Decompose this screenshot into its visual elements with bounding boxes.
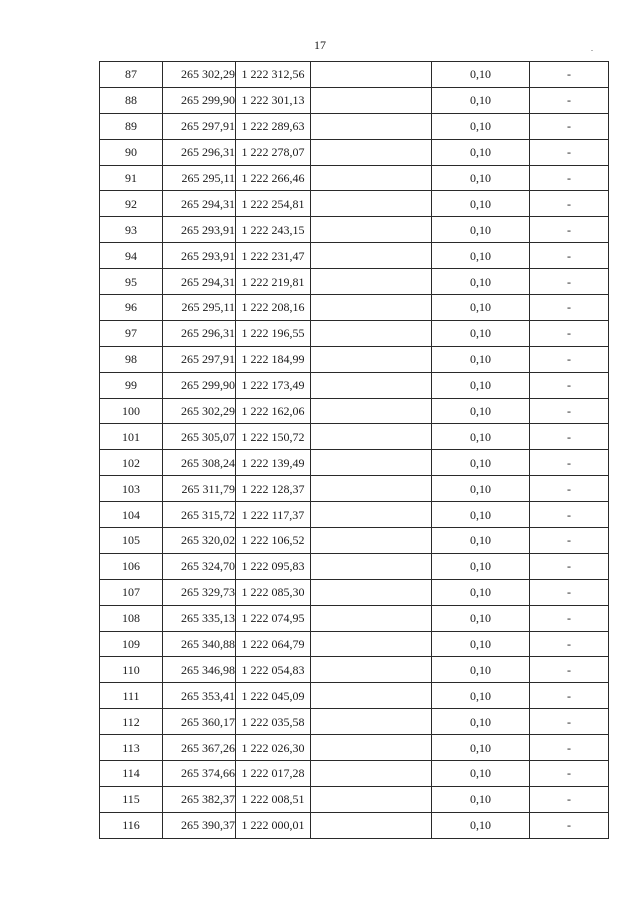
point-number-cell: 112: [100, 709, 163, 735]
table-row: [100, 269, 609, 295]
y-coordinate-cell: 1 222 150,72: [236, 424, 311, 450]
y-coordinate-cell: 1 222 162,06: [236, 398, 311, 424]
accuracy-cell: 0,10: [432, 398, 530, 424]
empty-cell: [311, 761, 432, 787]
point-number-cell: 90: [100, 139, 163, 165]
empty-cell: [311, 165, 432, 191]
table-row: [100, 476, 609, 502]
accuracy-cell: 0,10: [432, 269, 530, 295]
note-cell: -: [530, 528, 609, 554]
x-coordinate-cell: 265 390,37: [163, 812, 236, 838]
note-cell: -: [530, 217, 609, 243]
empty-cell: [311, 812, 432, 838]
note-cell: -: [530, 709, 609, 735]
accuracy-cell: 0,10: [432, 579, 530, 605]
empty-cell: [311, 424, 432, 450]
note-cell: -: [530, 605, 609, 631]
accuracy-cell: 0,10: [432, 450, 530, 476]
note-cell: -: [530, 657, 609, 683]
y-coordinate-cell: 1 222 278,07: [236, 139, 311, 165]
y-coordinate-cell: 1 222 139,49: [236, 450, 311, 476]
empty-cell: [311, 191, 432, 217]
point-number-cell: 106: [100, 553, 163, 579]
y-coordinate-cell: 1 222 266,46: [236, 165, 311, 191]
empty-cell: [311, 502, 432, 528]
table-row: [100, 735, 609, 761]
y-coordinate-cell: 1 222 054,83: [236, 657, 311, 683]
point-number-cell: 102: [100, 450, 163, 476]
empty-cell: [311, 683, 432, 709]
note-cell: -: [530, 786, 609, 812]
empty-cell: [311, 476, 432, 502]
scan-speck: [591, 50, 593, 51]
note-cell: -: [530, 320, 609, 346]
accuracy-cell: 0,10: [432, 113, 530, 139]
y-coordinate-cell: 1 222 196,55: [236, 320, 311, 346]
x-coordinate-cell: 265 295,11: [163, 295, 236, 321]
note-cell: -: [530, 191, 609, 217]
table-row: [100, 320, 609, 346]
note-cell: -: [530, 165, 609, 191]
empty-cell: [311, 631, 432, 657]
y-coordinate-cell: 1 222 106,52: [236, 528, 311, 554]
y-coordinate-cell: 1 222 026,30: [236, 735, 311, 761]
x-coordinate-cell: 265 367,26: [163, 735, 236, 761]
note-cell: -: [530, 87, 609, 113]
table-row: [100, 139, 609, 165]
table-row: [100, 683, 609, 709]
note-cell: -: [530, 243, 609, 269]
accuracy-cell: 0,10: [432, 243, 530, 269]
y-coordinate-cell: 1 222 128,37: [236, 476, 311, 502]
table-row: [100, 295, 609, 321]
accuracy-cell: 0,10: [432, 87, 530, 113]
accuracy-cell: 0,10: [432, 709, 530, 735]
empty-cell: [311, 657, 432, 683]
y-coordinate-cell: 1 222 117,37: [236, 502, 311, 528]
table-row: [100, 579, 609, 605]
accuracy-cell: 0,10: [432, 528, 530, 554]
accuracy-cell: 0,10: [432, 502, 530, 528]
table-row: [100, 502, 609, 528]
point-number-cell: 108: [100, 605, 163, 631]
accuracy-cell: 0,10: [432, 320, 530, 346]
x-coordinate-cell: 265 305,07: [163, 424, 236, 450]
y-coordinate-cell: 1 222 289,63: [236, 113, 311, 139]
accuracy-cell: 0,10: [432, 735, 530, 761]
empty-cell: [311, 243, 432, 269]
table-row: [100, 657, 609, 683]
table-row: [100, 761, 609, 787]
x-coordinate-cell: 265 293,91: [163, 217, 236, 243]
point-number-cell: 92: [100, 191, 163, 217]
point-number-cell: 116: [100, 812, 163, 838]
point-number-cell: 97: [100, 320, 163, 346]
x-coordinate-cell: 265 340,88: [163, 631, 236, 657]
x-coordinate-cell: 265 324,70: [163, 553, 236, 579]
note-cell: -: [530, 761, 609, 787]
note-cell: -: [530, 269, 609, 295]
y-coordinate-cell: 1 222 184,99: [236, 346, 311, 372]
x-coordinate-cell: 265 302,29: [163, 398, 236, 424]
y-coordinate-cell: 1 222 045,09: [236, 683, 311, 709]
accuracy-cell: 0,10: [432, 761, 530, 787]
point-number-cell: 114: [100, 761, 163, 787]
point-number-cell: 89: [100, 113, 163, 139]
note-cell: -: [530, 812, 609, 838]
coordinates-table-body: [100, 62, 609, 839]
accuracy-cell: 0,10: [432, 217, 530, 243]
table-row: [100, 165, 609, 191]
y-coordinate-cell: 1 222 000,01: [236, 812, 311, 838]
accuracy-cell: 0,10: [432, 812, 530, 838]
note-cell: -: [530, 553, 609, 579]
empty-cell: [311, 553, 432, 579]
x-coordinate-cell: 265 320,02: [163, 528, 236, 554]
note-cell: -: [530, 631, 609, 657]
y-coordinate-cell: 1 222 231,47: [236, 243, 311, 269]
x-coordinate-cell: 265 297,91: [163, 346, 236, 372]
empty-cell: [311, 735, 432, 761]
y-coordinate-cell: 1 222 312,56: [236, 62, 311, 88]
accuracy-cell: 0,10: [432, 683, 530, 709]
point-number-cell: 104: [100, 502, 163, 528]
x-coordinate-cell: 265 294,31: [163, 191, 236, 217]
table-row: [100, 424, 609, 450]
accuracy-cell: 0,10: [432, 424, 530, 450]
accuracy-cell: 0,10: [432, 657, 530, 683]
point-number-cell: 109: [100, 631, 163, 657]
empty-cell: [311, 113, 432, 139]
empty-cell: [311, 87, 432, 113]
empty-cell: [311, 709, 432, 735]
point-number-cell: 113: [100, 735, 163, 761]
x-coordinate-cell: 265 296,31: [163, 320, 236, 346]
y-coordinate-cell: 1 222 085,30: [236, 579, 311, 605]
y-coordinate-cell: 1 222 008,51: [236, 786, 311, 812]
y-coordinate-cell: 1 222 243,15: [236, 217, 311, 243]
y-coordinate-cell: 1 222 017,28: [236, 761, 311, 787]
point-number-cell: 88: [100, 87, 163, 113]
point-number-cell: 105: [100, 528, 163, 554]
note-cell: -: [530, 476, 609, 502]
empty-cell: [311, 528, 432, 554]
table-row: [100, 786, 609, 812]
x-coordinate-cell: 265 308,24: [163, 450, 236, 476]
y-coordinate-cell: 1 222 219,81: [236, 269, 311, 295]
y-coordinate-cell: 1 222 095,83: [236, 553, 311, 579]
x-coordinate-cell: 265 294,31: [163, 269, 236, 295]
note-cell: -: [530, 398, 609, 424]
empty-cell: [311, 346, 432, 372]
note-cell: -: [530, 735, 609, 761]
empty-cell: [311, 398, 432, 424]
x-coordinate-cell: 265 315,72: [163, 502, 236, 528]
point-number-cell: 115: [100, 786, 163, 812]
note-cell: -: [530, 424, 609, 450]
empty-cell: [311, 605, 432, 631]
table-row: [100, 243, 609, 269]
point-number-cell: 93: [100, 217, 163, 243]
y-coordinate-cell: 1 222 301,13: [236, 87, 311, 113]
table-row: [100, 217, 609, 243]
accuracy-cell: 0,10: [432, 372, 530, 398]
point-number-cell: 110: [100, 657, 163, 683]
page-number: 17: [314, 38, 326, 52]
x-coordinate-cell: 265 311,79: [163, 476, 236, 502]
table-row: [100, 605, 609, 631]
table-row: [100, 398, 609, 424]
note-cell: -: [530, 295, 609, 321]
x-coordinate-cell: 265 329,73: [163, 579, 236, 605]
table-row: [100, 812, 609, 838]
y-coordinate-cell: 1 222 074,95: [236, 605, 311, 631]
table-row: [100, 87, 609, 113]
note-cell: -: [530, 372, 609, 398]
empty-cell: [311, 450, 432, 476]
table-row: [100, 631, 609, 657]
x-coordinate-cell: 265 299,90: [163, 87, 236, 113]
x-coordinate-cell: 265 302,29: [163, 62, 236, 88]
table-row: [100, 528, 609, 554]
x-coordinate-cell: 265 296,31: [163, 139, 236, 165]
empty-cell: [311, 62, 432, 88]
y-coordinate-cell: 1 222 254,81: [236, 191, 311, 217]
empty-cell: [311, 786, 432, 812]
note-cell: -: [530, 579, 609, 605]
table-row: [100, 62, 609, 88]
empty-cell: [311, 579, 432, 605]
table-row: [100, 191, 609, 217]
accuracy-cell: 0,10: [432, 786, 530, 812]
y-coordinate-cell: 1 222 064,79: [236, 631, 311, 657]
point-number-cell: 98: [100, 346, 163, 372]
point-number-cell: 95: [100, 269, 163, 295]
accuracy-cell: 0,10: [432, 553, 530, 579]
accuracy-cell: 0,10: [432, 191, 530, 217]
x-coordinate-cell: 265 346,98: [163, 657, 236, 683]
table-row: [100, 113, 609, 139]
note-cell: -: [530, 346, 609, 372]
table-row: [100, 372, 609, 398]
accuracy-cell: 0,10: [432, 165, 530, 191]
point-number-cell: 94: [100, 243, 163, 269]
x-coordinate-cell: 265 374,66: [163, 761, 236, 787]
table-row: [100, 346, 609, 372]
accuracy-cell: 0,10: [432, 631, 530, 657]
empty-cell: [311, 269, 432, 295]
accuracy-cell: 0,10: [432, 62, 530, 88]
empty-cell: [311, 217, 432, 243]
empty-cell: [311, 372, 432, 398]
x-coordinate-cell: 265 360,17: [163, 709, 236, 735]
accuracy-cell: 0,10: [432, 295, 530, 321]
coordinates-table: [99, 61, 609, 839]
x-coordinate-cell: 265 293,91: [163, 243, 236, 269]
note-cell: -: [530, 113, 609, 139]
x-coordinate-cell: 265 299,90: [163, 372, 236, 398]
empty-cell: [311, 139, 432, 165]
point-number-cell: 107: [100, 579, 163, 605]
point-number-cell: 91: [100, 165, 163, 191]
accuracy-cell: 0,10: [432, 139, 530, 165]
note-cell: -: [530, 450, 609, 476]
empty-cell: [311, 320, 432, 346]
accuracy-cell: 0,10: [432, 605, 530, 631]
note-cell: -: [530, 502, 609, 528]
x-coordinate-cell: 265 335,13: [163, 605, 236, 631]
x-coordinate-cell: 265 382,37: [163, 786, 236, 812]
point-number-cell: 101: [100, 424, 163, 450]
y-coordinate-cell: 1 222 173,49: [236, 372, 311, 398]
table-row: [100, 709, 609, 735]
point-number-cell: 96: [100, 295, 163, 321]
note-cell: -: [530, 683, 609, 709]
accuracy-cell: 0,10: [432, 476, 530, 502]
point-number-cell: 99: [100, 372, 163, 398]
point-number-cell: 103: [100, 476, 163, 502]
x-coordinate-cell: 265 295,11: [163, 165, 236, 191]
point-number-cell: 87: [100, 62, 163, 88]
accuracy-cell: 0,10: [432, 346, 530, 372]
table-row: [100, 450, 609, 476]
point-number-cell: 100: [100, 398, 163, 424]
x-coordinate-cell: 265 297,91: [163, 113, 236, 139]
note-cell: -: [530, 139, 609, 165]
y-coordinate-cell: 1 222 035,58: [236, 709, 311, 735]
table-row: [100, 553, 609, 579]
note-cell: -: [530, 62, 609, 88]
x-coordinate-cell: 265 353,41: [163, 683, 236, 709]
y-coordinate-cell: 1 222 208,16: [236, 295, 311, 321]
point-number-cell: 111: [100, 683, 163, 709]
empty-cell: [311, 295, 432, 321]
